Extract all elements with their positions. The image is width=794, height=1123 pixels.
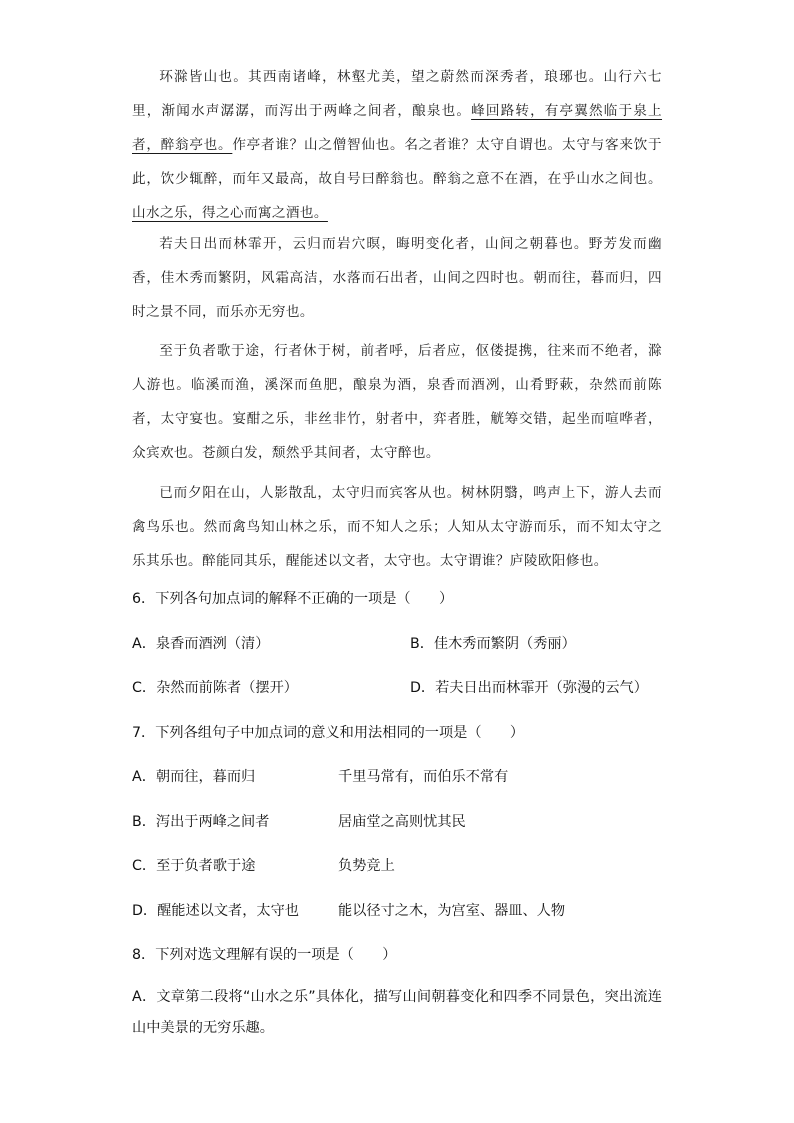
question-7-option-d-right: 能以径寸之木，为宫室、器皿、人物	[338, 903, 566, 919]
question-7-option-b-right: 居庙堂之高则忧其民	[338, 814, 466, 830]
question-7-option-d-left: D．醒能述以文者，太守也	[132, 903, 299, 919]
p1-underlined-sentence-1: 峰回路转，有亭翼然临于泉上者，醉翁亭也。	[132, 103, 663, 153]
question-7-stem: 7．下列各组句子中加点词的意义和用法相同的一项是（ ）	[132, 725, 525, 741]
question-6-option-d: D．若夫日出而林霏开（弥漫的云气）	[410, 680, 648, 696]
question-7-option-c-left: C．至于负者歌于途	[132, 858, 256, 874]
question-8-option-a: A．文章第二段将“山水之乐”具体化，描写山间朝暮变化和四季不同景色，突出流连山中美景的无穷乐趣。	[132, 989, 662, 1036]
p1-seg-1: 环滁皆山也。其西南诸峰，林壑尤美，望之蔚然而深秀者，琅琊也。山行六七里，渐闻水声潺潺，而泻出于两峰之间者，酿泉也。	[132, 69, 662, 119]
question-7-option-a-right: 千里马常有，而伯乐不常有	[338, 769, 509, 785]
paragraph-4-text: 已而夕阳在山，人影散乱，太守归而宾客从也。树林阴翳，鸣声上下，游人去而禽鸟乐也。然而禽鸟知山林之乐，而不知人之乐；人知从太守游而乐，而不知太守之乐其乐也。醉能同其乐，醒能述以文者，太守也。太守谓谁？庐陵欧阳修也。	[132, 485, 662, 569]
passage-paragraph-2	[132, 227, 662, 329]
question-6-option-a: A．泉香而酒洌（清）	[132, 636, 270, 652]
question-8-stem: 8．下列对选文理解有误的一项是（ ）	[132, 947, 397, 963]
question-7-option-c-right: 负势竞上	[338, 858, 395, 874]
question-6-stem: 6．下列各句加点词的解释不正确的一项是（ ）	[132, 591, 454, 607]
paragraph-2-text: 若夫日出而林霏开，云归而岩穴暝，晦明变化者，山间之朝暮也。野芳发而幽香，佳木秀而繁阴，风霜高洁，水落而石出者，山间之四时也。朝而往，暮而归，四时之景不同，而乐亦无穷也。	[132, 236, 662, 320]
passage-paragraph-1	[132, 60, 662, 230]
p1-underlined-sentence-2: 山水之乐，得之心而寓之酒也。	[132, 205, 328, 221]
paragraph-3-text: 至于负者歌于途，行者休于树，前者呼，后者应，伛偻提携，往来而不绝者，滁人游也。临溪而渔，溪深而鱼肥，酿泉为酒，泉香而酒冽，山肴野蔌，杂然而前陈者，太守宴也。宴酣之乐，非丝非竹，射者中，弈者胜，觥筹交错，起坐而喧哗者，众宾欢也。苍颜白发，颓然乎其间者，太守醉也。	[132, 343, 662, 461]
question-7-option-b-left: B．泻出于两峰之间者	[132, 814, 270, 830]
paragraph-1-text	[132, 60, 662, 230]
question-6-option-c: C．杂然而前陈者（摆开）	[132, 680, 298, 696]
question-7-option-a-left: A．朝而往，暮而归	[132, 769, 256, 785]
p1-seg-3: 作亭者谁？山之僧智仙也。名之者谁？太守自谓也。太守与客来饮于此，饮少辄醉，而年又最高，故自号曰醉翁也。醉翁之意不在酒，在乎山水之间也。	[132, 137, 662, 187]
question-6-option-b: B．佳木秀而繁阴（秀丽）	[410, 636, 576, 652]
passage-paragraph-3	[132, 334, 662, 470]
passage-paragraph-4	[132, 476, 662, 578]
